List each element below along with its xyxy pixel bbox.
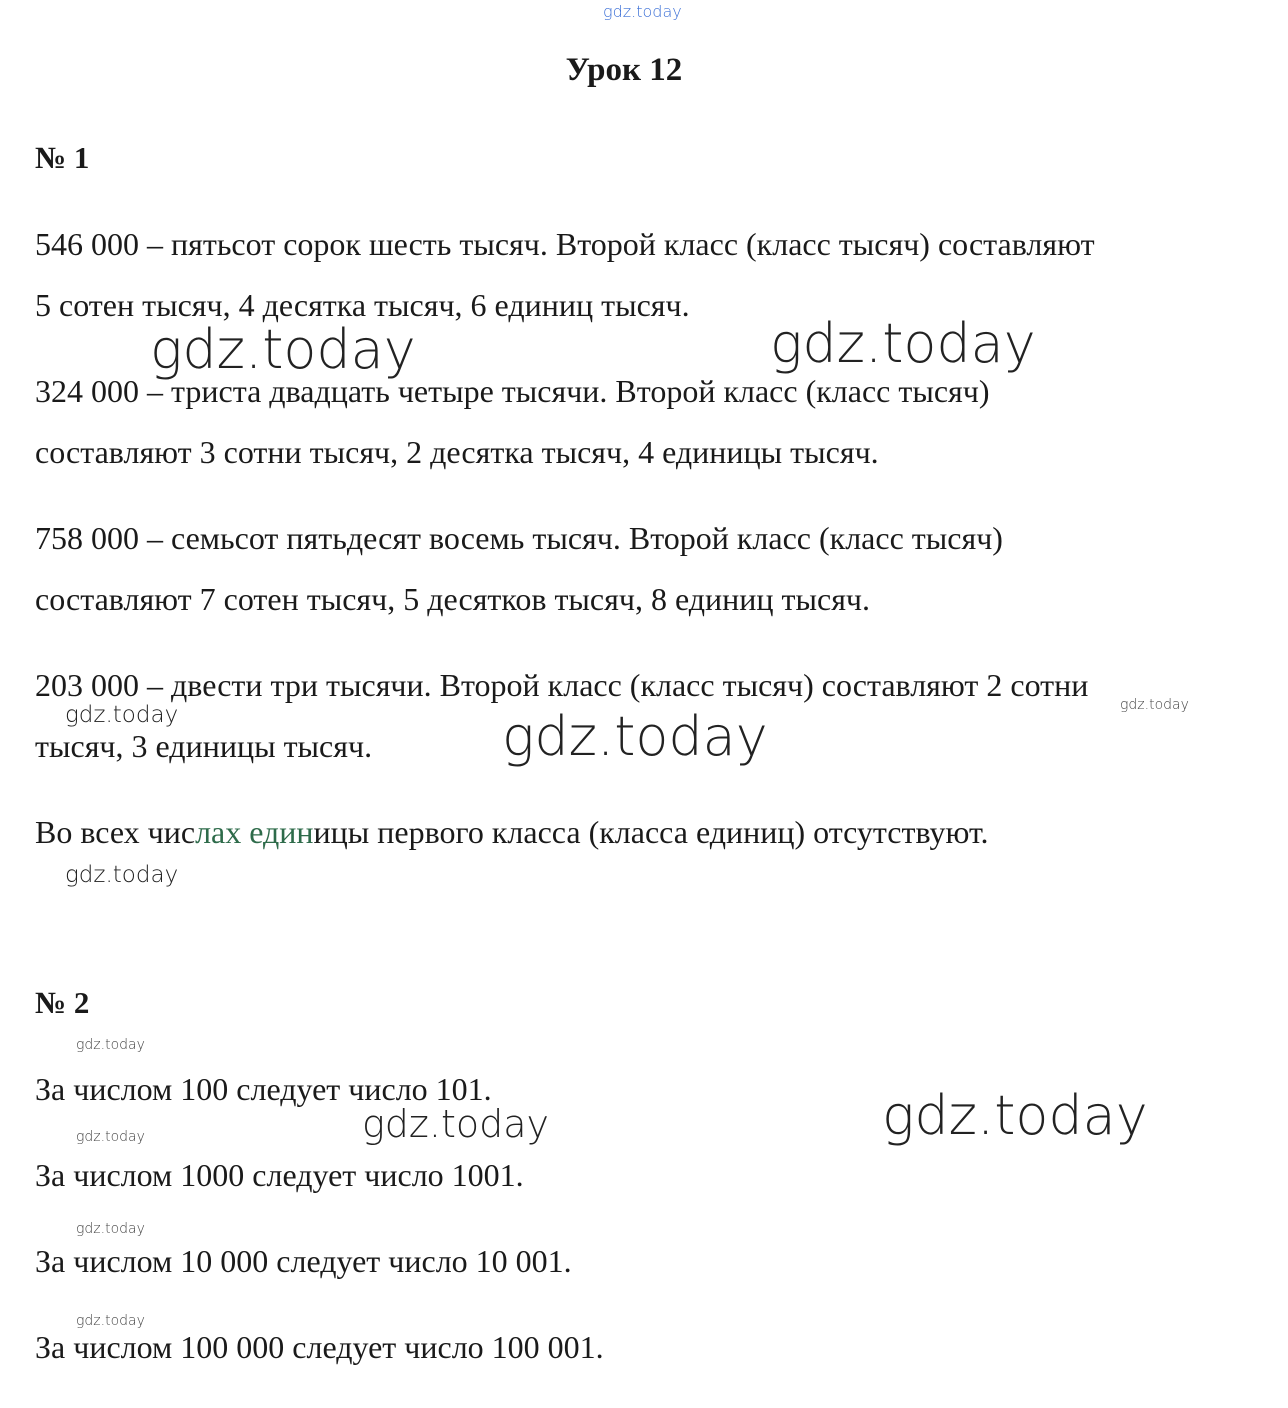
watermark: gdz.today (76, 1129, 145, 1145)
conclusion-part-2: лах един (195, 814, 314, 850)
conclusion-part-1: Во всех чис (35, 814, 196, 850)
conclusion-part-3: ицы первого класса (класса единиц) отсутствуют. (313, 814, 989, 850)
task-1-line-6: составляют 7 сотен тысяч, 5 десятков тысяч, 8 единиц тысяч. (35, 581, 870, 617)
task-1-line-7: 203 000 – двести три тысячи. Второй класс (класс тысяч) составляют 2 сотни (35, 667, 1089, 703)
watermark: gdz.today (502, 705, 768, 768)
watermark: gdz.today (770, 312, 1036, 375)
watermark: gdz.today (76, 1221, 145, 1237)
task-1-line-1: 546 000 – пятьсот сорок шесть тысяч. Второй класс (класс тысяч) составляют (35, 226, 1095, 262)
task-1-line-4: составляют 3 сотни тысяч, 2 десятка тысяч, 4 единицы тысяч. (35, 434, 879, 470)
watermark: gdz.today (362, 1102, 549, 1146)
watermark: gdz.today (65, 862, 179, 888)
watermark: gdz.today (150, 318, 416, 381)
task-2-line-1: За числом 100 следует число 101. (35, 1071, 492, 1107)
watermark: gdz.today (1120, 697, 1189, 713)
watermark: gdz.today (76, 1037, 145, 1053)
task-2-line-2: За числом 1000 следует число 1001. (35, 1157, 524, 1193)
task-1-heading: № 1 (35, 140, 90, 175)
watermark: gdz.today (76, 1313, 145, 1329)
task-1-conclusion (35, 814, 989, 851)
task-1-line-8: тысяч, 3 единицы тысяч. (35, 728, 373, 764)
task-1-line-5: 758 000 – семьсот пятьдесят восемь тысяч. Второй класс (класс тысяч) (35, 520, 1003, 556)
task-2-line-4: За числом 100 000 следует число 100 001. (35, 1329, 604, 1365)
page-title: Урок 12 (565, 52, 683, 88)
task-2-line-3: За числом 10 000 следует число 10 001. (35, 1243, 572, 1279)
task-2-heading: № 2 (35, 985, 90, 1020)
watermark: gdz.today (65, 702, 179, 728)
task-1-line-2: 5 сотен тысяч, 4 десятка тысяч, 6 единиц тысяч. (35, 287, 690, 323)
watermark-top: gdz.today (603, 2, 682, 21)
task-1-line-3: 324 000 – триста двадцать четыре тысячи. Второй класс (класс тысяч) (35, 373, 990, 409)
watermark: gdz.today (882, 1084, 1148, 1147)
